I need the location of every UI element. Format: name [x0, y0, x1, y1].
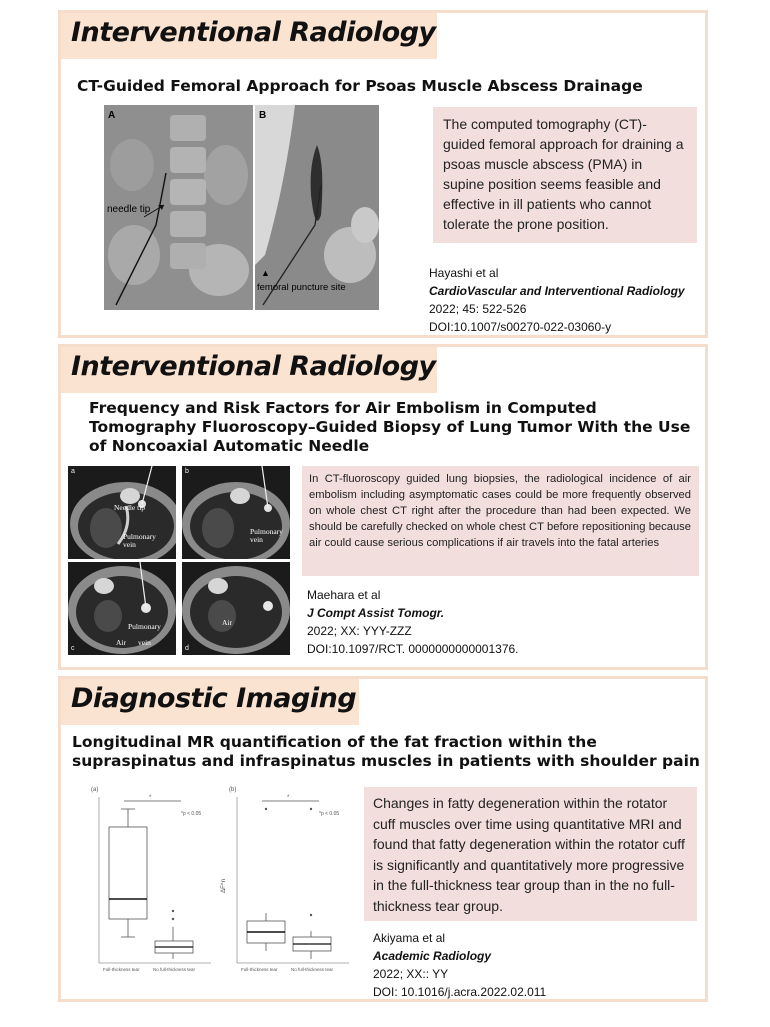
fluoroscopy-image-a — [104, 105, 253, 310]
pulmonary-vein-label: Pulmonary vein — [123, 532, 156, 549]
group-label-1: Full-thickness tear — [103, 967, 140, 972]
group-label-2: No full-thickness tear — [153, 967, 196, 972]
y-axis-label: ΔF^n — [220, 879, 227, 893]
citation-doi: DOI:10.1007/s00270-022-03060-y — [429, 320, 612, 334]
citation-year-volume: 2022; XX: YYY-ZZZ — [307, 624, 412, 638]
vein-label: vein — [138, 638, 151, 647]
article-card-psoas — [58, 10, 708, 338]
plot-label-b: (b) — [229, 787, 237, 793]
boxplot-a — [81, 787, 216, 977]
needle-tip-label: needle tip — [107, 204, 151, 215]
plot-label-a: (a) — [91, 787, 99, 793]
citation-journal: CardioVascular and Interventional Radiology — [429, 284, 685, 298]
boxplot-b — [219, 787, 354, 977]
puncture-site-label: femoral puncture site — [257, 282, 346, 293]
section-heading: Diagnostic Imaging — [61, 679, 359, 725]
citation-journal: Academic Radiology — [373, 949, 492, 963]
fluoroscopy-image-b — [255, 105, 379, 310]
ct-image-b — [182, 466, 290, 559]
citation-journal: J Compt Assist Tomogr. — [307, 606, 445, 620]
section-heading: Interventional Radiology — [61, 347, 437, 393]
pvalue-a: *p < 0.05 — [181, 811, 202, 817]
citation — [429, 264, 699, 336]
group-label-1: Full-thickness tear — [241, 967, 278, 972]
femoral-xray-graphic — [255, 105, 379, 310]
needle-tip-label: Needle tip — [114, 503, 146, 512]
citation-authors: Hayashi et al — [429, 266, 499, 280]
citation-year-volume: 2022; 45: 522-526 — [429, 302, 527, 316]
pvalue-b: *p < 0.05 — [319, 811, 340, 817]
citation-doi: DOI: 10.1016/j.acra.2022.02.011 — [373, 985, 547, 999]
ct-panel-label-c: c — [71, 645, 75, 652]
article-title: CT-Guided Femoral Approach for Psoas Muscle Abscess Drainage — [77, 77, 643, 95]
summary-box: The computed tomography (CT)-guided femoral approach for draining a psoas muscle abscess (PMA) in supine position seems feasible and effective in ill patients who cannot tolerate the prone position. — [433, 107, 697, 243]
panel-label-a: A — [108, 110, 116, 121]
pulmonary-label: Pulmonary — [128, 622, 161, 631]
section-heading: Interventional Radiology — [61, 13, 437, 59]
ct-image-c — [68, 562, 176, 655]
article-title: Longitudinal MR quantification of the fat fraction within the supraspinatus and infraspinatus muscles in patients with shoulder pain — [72, 733, 700, 770]
air-label: Air — [116, 638, 126, 647]
group-label-2: No full-thickness tear — [291, 967, 334, 972]
citation — [373, 929, 693, 1001]
panel-label-b: B — [259, 110, 267, 121]
ct-image-a — [68, 466, 176, 559]
svg-text:*: * — [149, 795, 152, 801]
ct-panel-label-d: d — [185, 645, 189, 652]
ct-image-d — [182, 562, 290, 655]
arrowhead-icon: ▲ — [261, 268, 270, 278]
summary-box: In CT-fluoroscopy guided lung biopsies, the radiological incidence of air embolism including asymptomatic cases could be more frequently observed on whole chest CT right after the procedure than had been expected. We should be carefully checked on whole chest CT before repositioning because air could cause serious complications if air travels into the fatal arteries — [302, 466, 699, 576]
article-card-fat-fraction — [58, 676, 708, 1002]
citation-authors: Akiyama et al — [373, 931, 446, 945]
ct-panel-label-a: a — [71, 468, 75, 475]
chest-ct-graphic — [182, 562, 290, 655]
article-title: Frequency and Risk Factors for Air Embolism in Computed Tomography Fluoroscopy–Guided Biopsy of Lung Tumor With the Use of Noncoaxial Automatic Needle — [89, 399, 691, 455]
citation — [307, 586, 687, 658]
svg-text:*: * — [287, 795, 290, 801]
article-card-air-embolism — [58, 344, 708, 670]
citation-authors: Maehara et al — [307, 588, 381, 602]
summary-box: Changes in fatty degeneration within the rotator cuff muscles over time using quantitative MRI and found that fatty degeneration within the rotator cuff is significantly and quantitatively more progressive in the full-thickness tear group than in the no full-thickness tear group. — [364, 787, 697, 921]
chest-ct-graphic — [182, 466, 290, 559]
pulmonary-vein-label: Pulmonary vein — [250, 527, 283, 544]
air-label: Air — [222, 618, 232, 627]
citation-year-volume: 2022; XX:: YY — [373, 967, 449, 981]
citation-doi: DOI:10.1097/RCT. 0000000000001376. — [307, 642, 519, 656]
ct-panel-label-b: b — [185, 468, 189, 475]
